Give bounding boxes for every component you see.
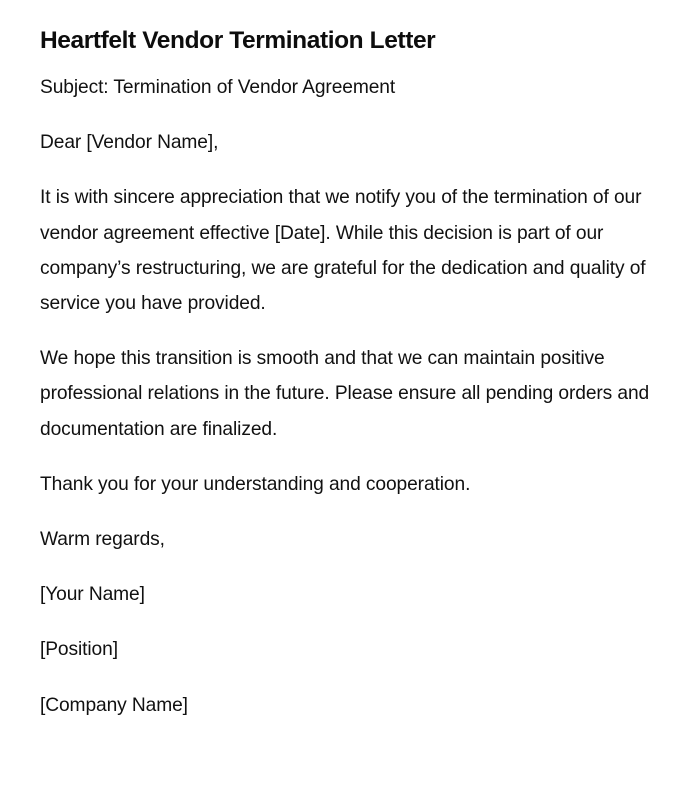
body-paragraph-3: Thank you for your understanding and cooperation.	[40, 473, 471, 495]
signature-company: [Company Name]	[40, 694, 188, 716]
body-paragraph-2: We hope this transition is smooth and that we can maintain positive professional relations in the future. Please ensure all pending orders and documentation are finalized.	[40, 348, 650, 440]
closing: Warm regards,	[40, 529, 165, 551]
salutation: Dear [Vendor Name],	[40, 132, 219, 154]
subject-line: Subject: Termination of Vendor Agreement	[40, 77, 396, 98]
body-paragraph-1: It is with sincere appreciation that we notify you of the termination of our vendor agreement effective [Date]. While this decision is part of our company’s restructuring, we are grateful for the dedication and quality of service you have provided.	[40, 187, 646, 315]
signature-position: [Position]	[40, 639, 118, 661]
document-title: Heartfelt Vendor Termination Letter	[40, 27, 436, 54]
signature-name: [Your Name]	[40, 584, 145, 606]
